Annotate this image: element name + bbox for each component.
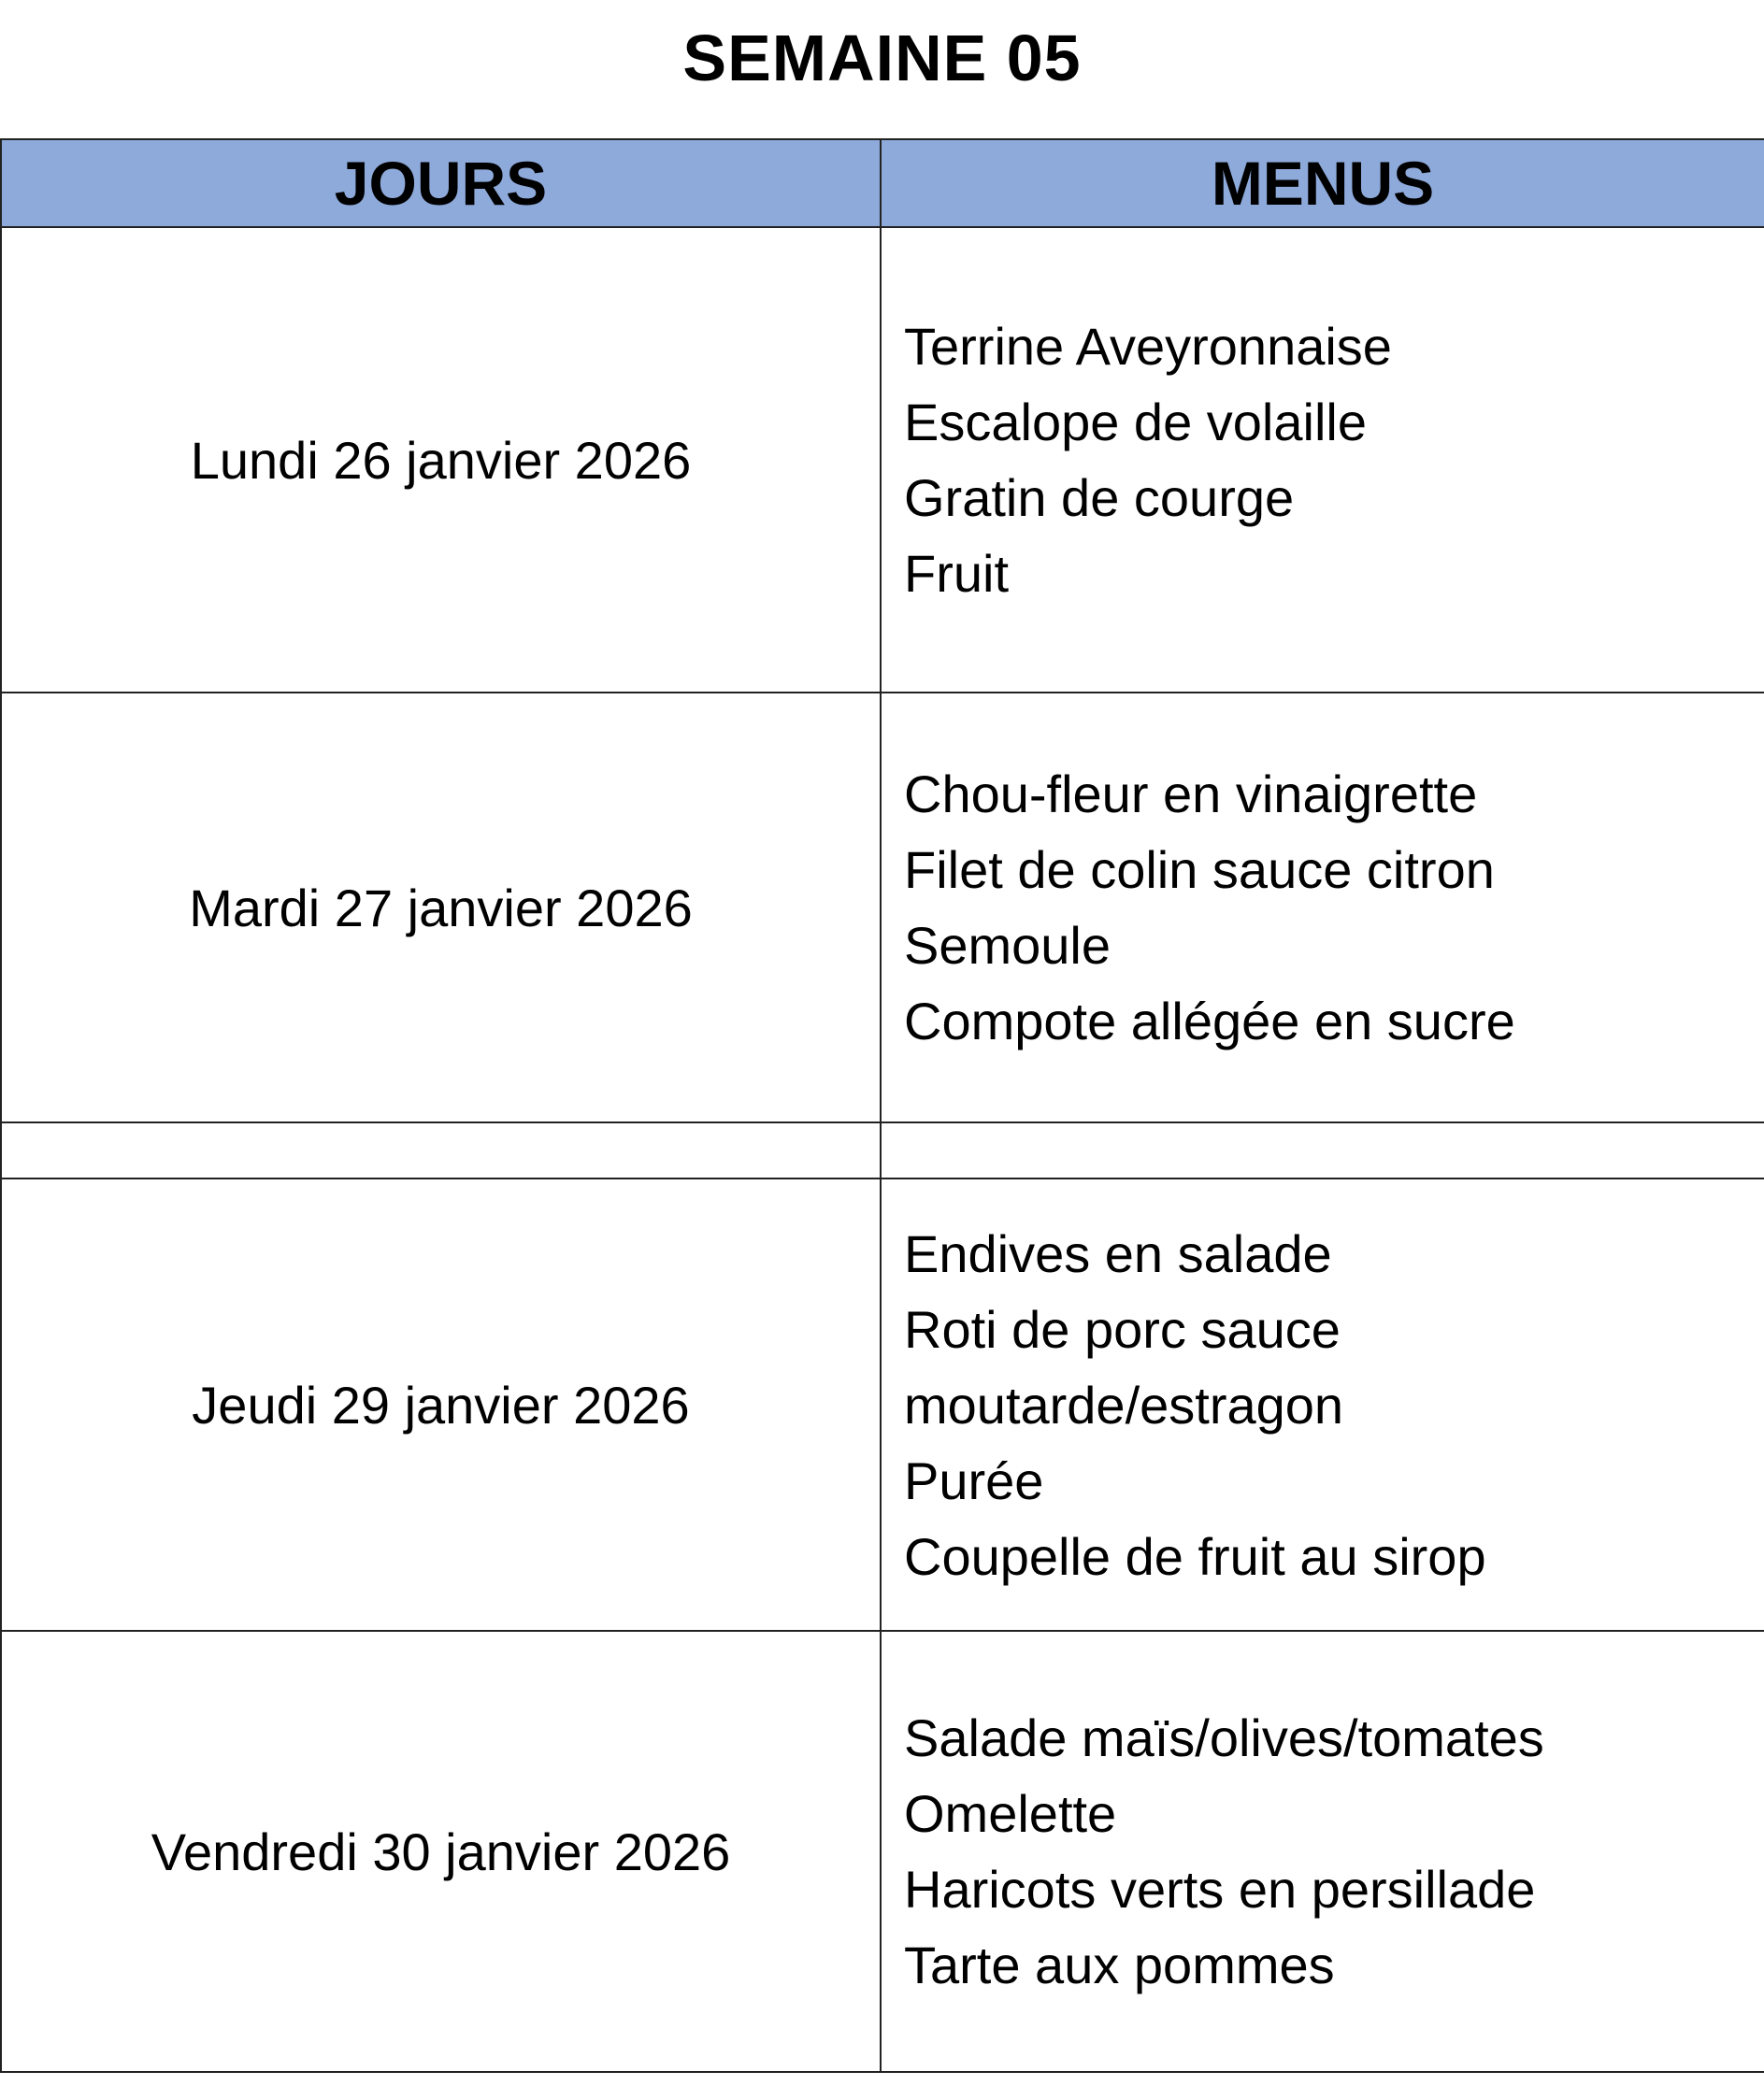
menu-cell [881, 1179, 1764, 1631]
table-row-empty [1, 1122, 1764, 1179]
dish: Filet de colin sauce citron [904, 840, 1495, 899]
weekly-menu-table [0, 138, 1764, 2073]
table-row [1, 1631, 1764, 2072]
table-row [1, 693, 1764, 1122]
page-title: SEMAINE 05 [682, 21, 1082, 94]
menu-cell [881, 1122, 1764, 1179]
dish: Coupelle de fruit au sirop [904, 1526, 1486, 1586]
day-cell: Mardi 27 janvier 2026 [1, 693, 881, 1122]
dish: Semoule [904, 916, 1111, 975]
dish: Purée [904, 1450, 1044, 1510]
dish: moutarde/estragon [904, 1375, 1344, 1435]
header-menus: MENUS [881, 139, 1764, 227]
table-row [1, 1179, 1764, 1631]
table-header-row [1, 139, 1764, 227]
dish: Escalope de volaille [904, 393, 1367, 451]
dish: Endives en salade [904, 1223, 1332, 1283]
day-cell [1, 1122, 881, 1179]
dish: Terrine Aveyronnaise [904, 317, 1392, 376]
dish: Roti de porc sauce [904, 1299, 1341, 1359]
day-cell: Vendredi 30 janvier 2026 [1, 1631, 881, 2072]
dish: Gratin de courge [904, 468, 1295, 527]
dish: Tarte aux pommes [904, 1936, 1335, 1994]
menu-cell [881, 693, 1764, 1122]
table-row [1, 227, 1764, 693]
menu-cell [881, 227, 1764, 693]
day-cell: Jeudi 29 janvier 2026 [1, 1179, 881, 1631]
dish: Chou-fleur en vinaigrette [904, 764, 1478, 823]
dish: Omelette [904, 1784, 1117, 1843]
menu-cell [881, 1631, 1764, 2072]
dish: Haricots verts en persillade [904, 1860, 1536, 1919]
dish: Compote allégée en sucre [904, 992, 1515, 1050]
dish: Fruit [904, 544, 1009, 603]
header-days: JOURS [1, 139, 881, 227]
day-cell: Lundi 26 janvier 2026 [1, 227, 881, 693]
dish: Salade maïs/olives/tomates [904, 1708, 1544, 1767]
